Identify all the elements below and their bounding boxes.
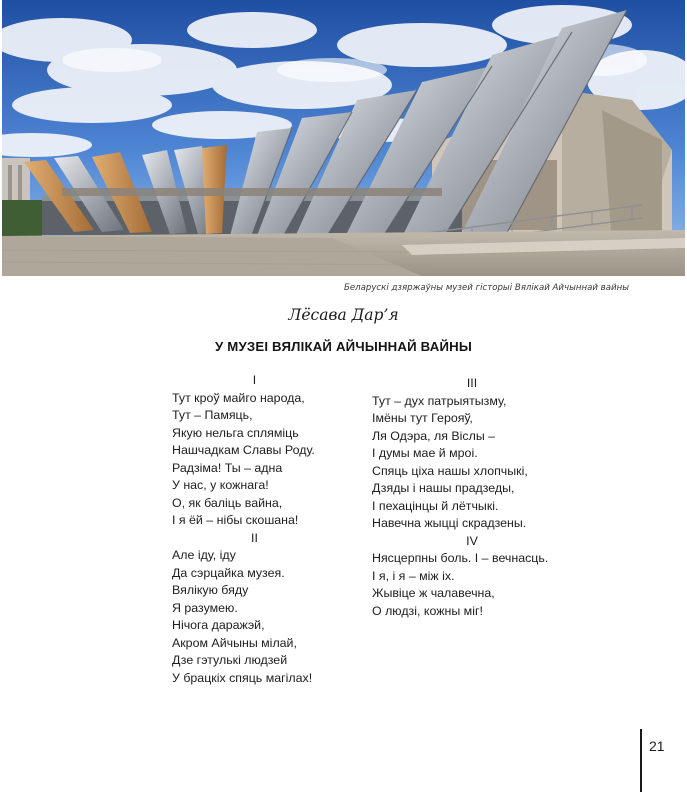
- poem-line: Вялікую бяду: [172, 583, 249, 597]
- museum-photo-icon: [2, 0, 685, 276]
- poem-line: Тут – Памяць,: [172, 408, 253, 422]
- poem-line: І пехацінцы й лётчыкі.: [372, 498, 499, 513]
- page-number-rule: [640, 729, 642, 792]
- poem-line: Акром Айчыны мілай,: [172, 635, 297, 650]
- photo-caption: Беларускі дзяржаўны музей гісторыі Вялікай Айчыннай вайны: [343, 283, 629, 293]
- poem-line: Да сэрцайка музея.: [172, 565, 285, 580]
- poem-line: У брацкіх спяць магілах!: [172, 670, 313, 685]
- part-number: III: [466, 376, 478, 390]
- poem-line: Якую нельга спляміць: [172, 425, 299, 440]
- poem-line: Імёны тут Герояў,: [372, 411, 473, 425]
- poem-line: І думы мае й мроі.: [372, 446, 478, 460]
- poem-line: І я ёй – нібы скошана!: [172, 513, 299, 527]
- poem-line: Тут кроў майго народа,: [172, 390, 305, 405]
- museum-photo: [2, 0, 685, 276]
- poem-line: О людзі, кожны міг!: [372, 603, 483, 618]
- poem-column-left: [172, 372, 337, 687]
- poem-line: Дзяды і нашы прадзеды,: [372, 481, 515, 495]
- part-number: IV: [466, 533, 478, 548]
- poem-line: Але іду, іду: [172, 548, 236, 562]
- poem-line: І я, і я – між іх.: [372, 568, 455, 583]
- part-number: I: [252, 373, 257, 387]
- poem-line: Ля Одэра, ля Віслы –: [372, 428, 496, 443]
- author-name: Лёсава Дар’я: [288, 306, 399, 324]
- part-number: II: [251, 530, 258, 545]
- poem-line: Навечна жыцці скрадзены.: [372, 516, 527, 530]
- poem-line: Радзіма! Ты – адна: [172, 460, 283, 475]
- poem-line: У нас, у кожнага!: [172, 478, 269, 492]
- poem-line: Спяць ціха нашы хлопчыкі,: [372, 463, 528, 478]
- poem-line: Нічога даражэй,: [172, 618, 265, 632]
- poem-column-right: [372, 375, 572, 620]
- poem-line: Я разумею.: [172, 600, 238, 615]
- page-number: 21: [649, 738, 665, 754]
- poem-line: Тут – дух патрыятызму,: [372, 393, 507, 408]
- poem-line: Нашчадкам Славы Роду.: [172, 443, 315, 457]
- poem-title: У МУЗЕІ ВЯЛІКАЙ АЙЧЫННАЙ ВАЙНЫ: [215, 339, 472, 354]
- poem-line: О, як баліць вайна,: [172, 495, 283, 510]
- poem-line: Дзе гэтулькі людзей: [172, 653, 288, 667]
- poem-line: Нясцерпны боль. І – вечнасць.: [372, 551, 549, 565]
- poem-line: Жывіце ж чалавечна,: [372, 586, 495, 600]
